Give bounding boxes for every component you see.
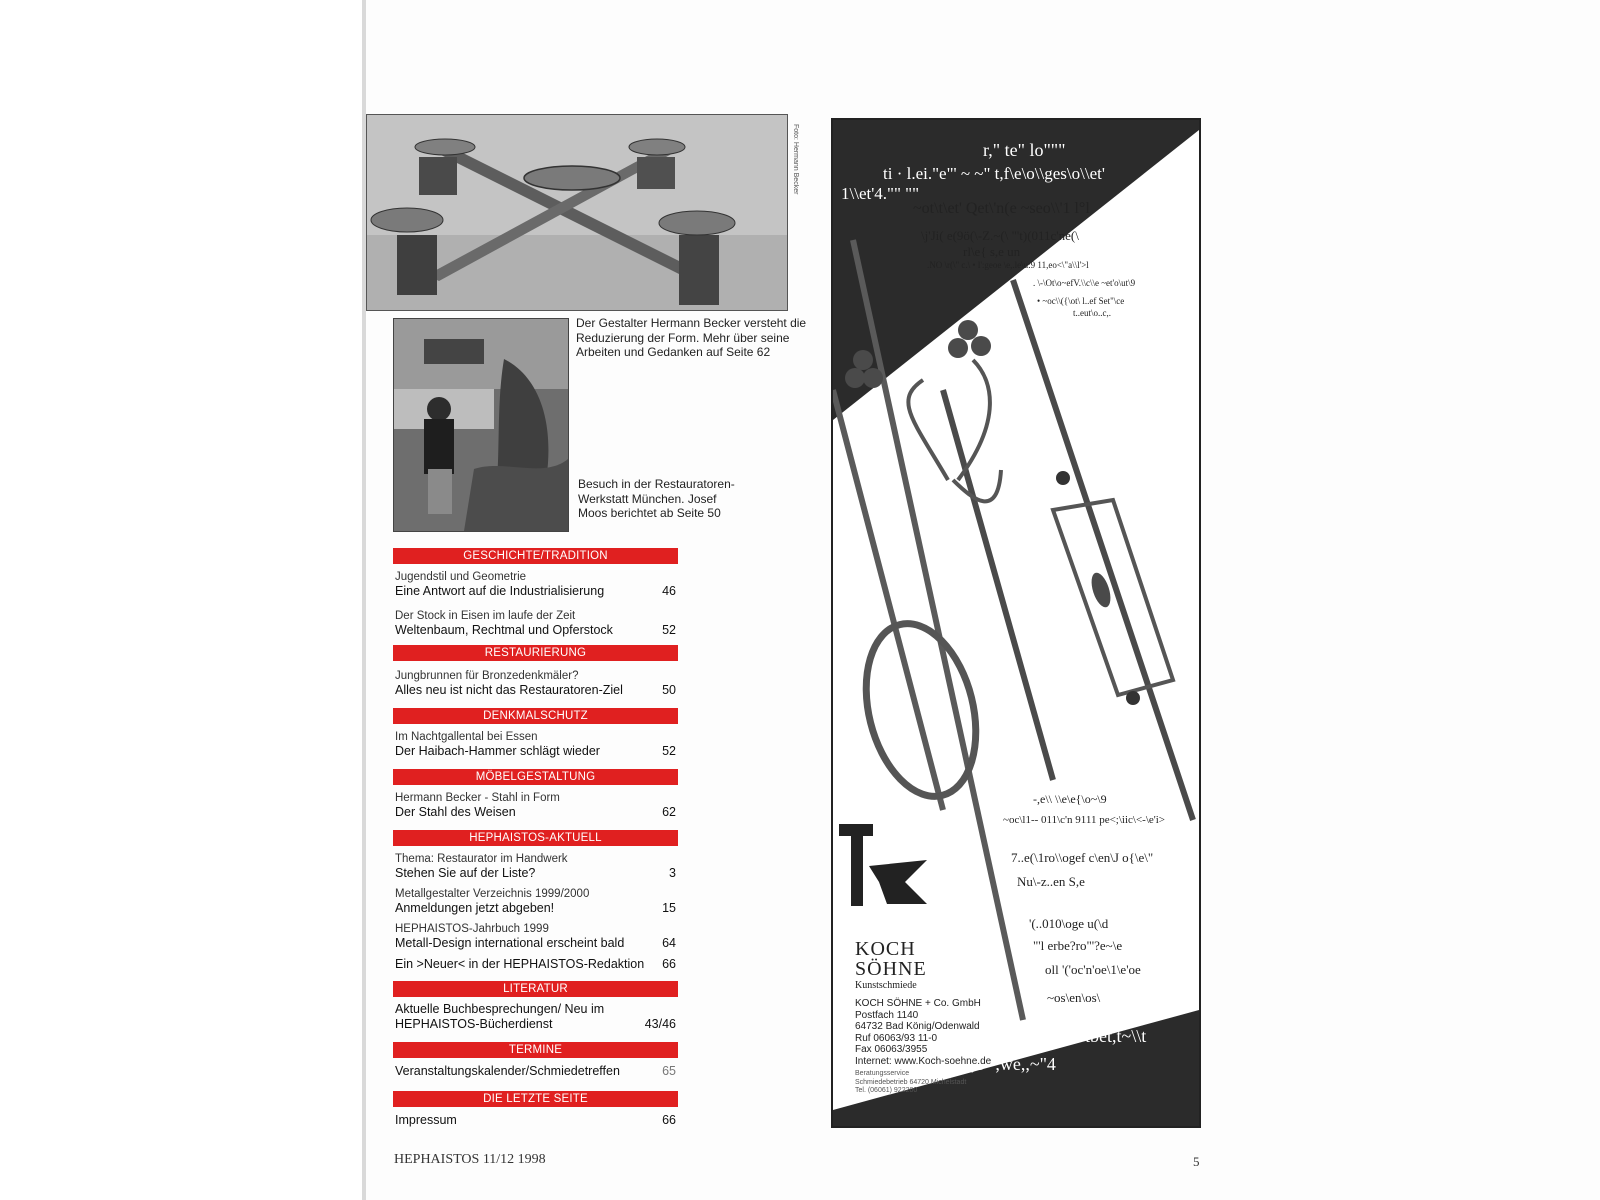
toc-entry[interactable] bbox=[393, 570, 678, 599]
address-line: Fax 06063/3955 bbox=[855, 1044, 928, 1055]
entry-title: Alles neu ist nicht das Restauratoren-Ziel bbox=[395, 683, 623, 697]
section-header: GESCHICHTE/TRADITION bbox=[393, 548, 678, 564]
ad-text-line: '(..010\oge u(\d bbox=[1029, 916, 1109, 931]
ad-text-line: .NO \r(\" c.\ • l':geoe \e,.le\u:9 11,eo<\"a\\l'>l bbox=[927, 260, 1089, 270]
section-header: TERMINE bbox=[393, 1042, 678, 1058]
ad-text-line: ~oc\l1-- 011\c'n 9111 pe<;\iic\<-\e'i> bbox=[1003, 814, 1166, 826]
ad-text-line: . \-\Ot\o~efV.\\c\\e ~et'o\ut\9 bbox=[1033, 278, 1136, 288]
toc-entry[interactable] bbox=[393, 922, 678, 951]
entry-page: 64 bbox=[662, 936, 676, 950]
section-header: LITERATUR bbox=[393, 981, 678, 997]
entry-title: Anmeldungen jetzt abgeben! bbox=[395, 901, 555, 915]
website-link[interactable]: Internet: www.Koch-soehne.de bbox=[855, 1055, 992, 1067]
entry-page: 62 bbox=[662, 805, 676, 819]
entry-title: Weltenbaum, Rechtmal und Opferstock bbox=[395, 623, 613, 637]
caption-workshop: Besuch in der Restauratoren-Werkstatt München. Josef Moos berichtet ab Seite 50 bbox=[578, 477, 735, 520]
toc-entry[interactable] bbox=[393, 1064, 678, 1079]
toc-entry[interactable] bbox=[393, 669, 678, 698]
page-number: 5 bbox=[1193, 1154, 1200, 1169]
toc-entry[interactable] bbox=[393, 887, 678, 916]
ad-text-line: rl\e{ s,e un bbox=[963, 244, 1021, 259]
entry-page: 66 bbox=[662, 1113, 676, 1127]
section-header: DENKMALSCHUTZ bbox=[393, 708, 678, 724]
entry-subtitle: Im Nachtgallental bei Essen bbox=[395, 731, 538, 743]
koch-soehne-advertisement bbox=[831, 118, 1201, 1128]
entry-title: Veranstaltungskalender/Schmiedetreffen bbox=[395, 1064, 620, 1078]
ad-text-line: Nu\-z..en S,e bbox=[1017, 874, 1085, 889]
toc-section bbox=[393, 548, 678, 638]
ad-text-line: t..eut\o..c,. bbox=[1073, 308, 1111, 318]
brand-sub: Kunstschmiede bbox=[855, 980, 917, 991]
entry-title: Impressum bbox=[395, 1113, 457, 1127]
address-line: Ruf 06063/93 11-0 bbox=[855, 1032, 938, 1044]
caption-designer: Der Gestalter Hermann Becker versteht die Reduzierung der Form. Mehr über seine Arbeiten und Gedanken auf Seite 62 bbox=[576, 316, 807, 359]
entry-subtitle: HEPHAISTOS-Jahrbuch 1999 bbox=[395, 923, 549, 935]
entry-page: 52 bbox=[662, 623, 676, 637]
entry-title: Stehen Sie auf der Liste? bbox=[395, 866, 536, 880]
toc-section bbox=[393, 1091, 678, 1128]
entry-page: 50 bbox=[662, 683, 676, 697]
entry-title: Eine Antwort auf die Industrialisierung bbox=[395, 584, 605, 598]
ad-advice bbox=[855, 1070, 966, 1096]
ad-text-line: tbet,t~\\t bbox=[1085, 1026, 1147, 1046]
address-line: 64732 Bad König/Odenwald bbox=[855, 1021, 980, 1032]
ad-address bbox=[855, 998, 991, 1067]
toc-entry[interactable] bbox=[393, 852, 678, 881]
advice-line: Beratungsservice bbox=[855, 1070, 910, 1077]
entry-subtitle: Der Stock in Eisen im laufe der Zeit bbox=[395, 610, 576, 622]
photo-credit: Foto: Hermann Becker bbox=[792, 124, 799, 195]
ad-text-line: 7..e(\1ro\\ogef c\en\J o{\e\" bbox=[1011, 850, 1154, 865]
entry-page: 52 bbox=[662, 744, 676, 758]
entry-page: 65 bbox=[662, 1064, 676, 1078]
entry-subtitle: Metallgestalter Verzeichnis 1999/2000 bbox=[395, 888, 590, 900]
ad-text-line: "'l erbe?ro"'?e~\e bbox=[1033, 938, 1123, 953]
entry-page: 66 bbox=[662, 957, 676, 971]
toc-section bbox=[393, 1042, 678, 1079]
brand-block bbox=[855, 938, 995, 960]
entry-title: Metall-Design international erscheint bald bbox=[395, 936, 625, 950]
entry-page: 3 bbox=[669, 866, 676, 880]
toc-entry[interactable] bbox=[393, 791, 678, 820]
brand-name: KOCH bbox=[855, 938, 916, 960]
ad-text-line: oll '('oc'n'oe\1\e'oe bbox=[1045, 962, 1141, 977]
ad-text-line: ~os\en\os\ bbox=[1047, 990, 1101, 1005]
ad-text-line: \j'Ji( e(9ö(\-Z.~(\ "'t)(011c'ne(\ bbox=[921, 228, 1079, 243]
entry-title: Der Stahl des Weisen bbox=[395, 805, 516, 819]
entry-title: Aktuelle Buchbesprechungen/ Neu im HEPHAISTOS-Bücherdienst bbox=[395, 1002, 605, 1031]
entry-subtitle: Thema: Restaurator im Handwerk bbox=[395, 853, 568, 865]
toc-section bbox=[393, 645, 678, 698]
entry-title: Der Haibach-Hammer schlägt wieder bbox=[395, 744, 600, 758]
toc-section bbox=[393, 769, 678, 820]
toc-entry[interactable] bbox=[393, 1113, 678, 1128]
toc-section bbox=[393, 708, 678, 759]
address-line: KOCH SÖHNE + Co. GmbH bbox=[855, 998, 981, 1009]
section-header: HEPHAISTOS-AKTUELL bbox=[393, 830, 678, 846]
ad-text-line: 1\\et'4."" "" bbox=[841, 184, 920, 203]
magazine-footer: HEPHAISTOS 11/12 1998 bbox=[394, 1152, 546, 1167]
toc-entry[interactable] bbox=[393, 609, 678, 638]
section-header: RESTAURIERUNG bbox=[393, 645, 678, 661]
brand-name-2: SÖHNE bbox=[855, 958, 927, 980]
ad-text-line: tt,e" ,we,,~"4 bbox=[961, 1054, 1056, 1074]
toc-entry[interactable] bbox=[393, 957, 678, 972]
entry-subtitle: Hermann Becker - Stahl in Form bbox=[395, 792, 560, 804]
toc-section bbox=[393, 830, 678, 972]
table-of-contents bbox=[393, 548, 678, 1128]
ad-text-line: r," te" lo""" bbox=[983, 140, 1066, 160]
entry-page: 15 bbox=[662, 901, 676, 915]
advice-line: Schmiedebetrieb 64720 Michelstadt bbox=[855, 1078, 967, 1086]
address-line: Postfach 1140 bbox=[855, 1009, 919, 1021]
koch-logo bbox=[839, 824, 934, 906]
section-header: MÖBELGESTALTUNG bbox=[393, 769, 678, 785]
toc-entry[interactable] bbox=[393, 1002, 678, 1032]
table-photo bbox=[366, 114, 788, 311]
section-header: DIE LETZTE SEITE bbox=[393, 1091, 678, 1107]
ad-text-line: ~ot\t\et' Qet\'n(e ~seo\\'1 l°l bbox=[913, 200, 1090, 217]
toc-entry[interactable] bbox=[393, 730, 678, 759]
workshop-photo bbox=[393, 318, 569, 532]
entry-subtitle: Jungbrunnen für Bronzedenkmäler? bbox=[395, 670, 579, 682]
toc-section bbox=[393, 981, 678, 1032]
entry-title: Ein >Neuer< in der HEPHAISTOS-Redaktion bbox=[395, 957, 645, 971]
advice-line: Tel. (06061) 922200 bbox=[855, 1087, 918, 1094]
entry-page: 43/46 bbox=[644, 1017, 676, 1031]
ad-text-line: ti · l.ei."e"' ~ ~" t,f\e\o\\ges\o\\et' bbox=[883, 164, 1105, 183]
entry-subtitle: Jugendstil und Geometrie bbox=[395, 571, 527, 583]
brand-block-2 bbox=[855, 958, 995, 991]
entry-page: 46 bbox=[662, 584, 676, 598]
ad-text-line: • ~oc\\({\ot\ l..ef Set"\ce bbox=[1037, 296, 1125, 306]
ad-text-line: -,e\\ \\e\e{\o~\9 bbox=[1033, 792, 1107, 806]
